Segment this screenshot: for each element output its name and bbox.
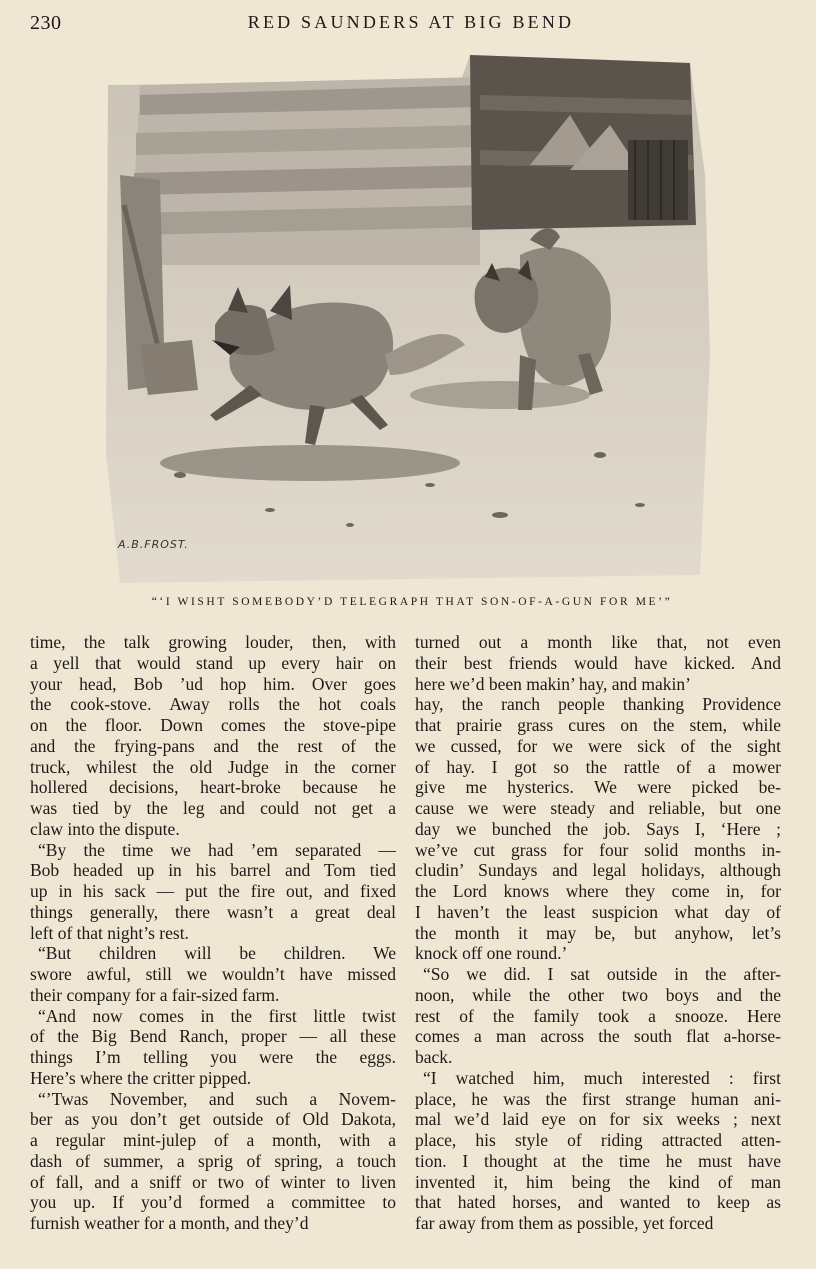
text-line: we’ve cut grass for four solid months in-: [415, 839, 781, 860]
text-line: a yell that would stand up every hair on: [30, 652, 396, 673]
text-line: a regular mint-julep of a month, with a: [30, 1130, 396, 1150]
text-line: we cussed, for we were sick of the sight: [415, 735, 781, 756]
text-line: that prairie grass cures on the stem, while: [415, 715, 781, 735]
running-title: RED SAUNDERS AT BIG BEND: [247, 12, 575, 32]
right-text-column: [415, 632, 781, 1234]
text-line: hay, the ranch people thanking Providence: [415, 694, 781, 715]
text-line: things generally, there wasn’t a great deal: [30, 901, 396, 922]
text-line: “So we did. I sat outside in the after-: [423, 964, 781, 984]
text-line: give me hysterics. We were picked be-: [415, 777, 781, 798]
text-line: their company for a fair-sized farm.: [30, 984, 280, 1005]
illustration: [100, 55, 714, 585]
text-line: noon, while the other two boys and the: [415, 984, 781, 1005]
text-line: tion. I thought at the time he must have: [415, 1150, 781, 1171]
text-line: rest of the family took a snooze. Here: [415, 1005, 781, 1026]
text-line: cause we were steady and reliable, but one: [415, 798, 781, 818]
text-line: far away from them as possible, yet forced: [415, 1213, 714, 1233]
text-line: comes a man across the south flat a-horse-: [415, 1026, 781, 1047]
text-line: I haven’t the least suspicion what day of: [415, 901, 781, 922]
text-line: back.: [415, 1047, 453, 1067]
illustration-caption: “‘I WISHT SOMEBODY’D TELEGRAPH THAT SON-OF-A-GUN FOR ME’”: [151, 596, 673, 608]
text-line: time, the talk growing louder, then, with: [30, 632, 396, 652]
text-line: “By the time we had ’em separated —: [38, 839, 396, 860]
text-line: “I watched him, much interested : first: [423, 1067, 781, 1088]
text-line: your head, Bob ’ud hop him. Over goes: [30, 673, 396, 694]
text-line: of the Big Bend Ranch, proper — all these: [30, 1026, 396, 1047]
text-line: claw into the dispute.: [30, 818, 180, 839]
text-line: hollered decisions, heart-broke because he: [30, 777, 396, 798]
fox-and-lynx-drawing: [100, 55, 714, 585]
text-line: truck, whilest the old Judge in the corner: [30, 756, 396, 777]
text-line: swore awful, still we wouldn’t have missed: [30, 964, 396, 984]
text-line: place, he was the first strange human ani-: [415, 1088, 781, 1109]
text-line: the cook-stove. Away rolls the hot coals: [30, 694, 396, 715]
page-number: 230: [30, 12, 62, 34]
text-line: things I’m telling you were the eggs.: [30, 1047, 396, 1067]
text-line: Bob headed up in his barrel and Tom tied: [30, 860, 396, 881]
text-line: knock off one round.’: [415, 943, 568, 964]
text-line: turned out a month like that, not even: [415, 632, 781, 652]
text-line: mal we’d laid eye on for six weeks ; next: [415, 1109, 781, 1130]
text-line: “’Twas November, and such a Novem-: [38, 1088, 396, 1109]
text-line: their best friends would have kicked. And: [415, 652, 781, 673]
text-line: cludin’ Sundays and legal holidays, although: [415, 860, 781, 881]
left-text-column: [30, 632, 396, 1234]
text-line: on the floor. Down comes the stove-pipe: [30, 715, 396, 735]
text-line: Here’s where the critter pipped.: [30, 1067, 252, 1088]
text-line: “But children will be children. We: [38, 943, 396, 964]
text-line: invented it, him being the kind of man: [415, 1171, 781, 1192]
text-line: dash of summer, a sprig of spring, a touch: [30, 1150, 396, 1171]
text-line: the Lord knows where they come in, for: [415, 881, 781, 901]
text-line: that hated horses, and wanted to keep as: [415, 1192, 781, 1213]
text-line: you up. If you’d formed a committee to: [30, 1192, 396, 1213]
text-line: and the frying-pans and the rest of the: [30, 735, 396, 756]
text-line: up in his sack — put the fire out, and fixed: [30, 881, 396, 901]
text-line: the month it may be, but anyhow, let’s: [415, 922, 781, 943]
text-line: here we’d been makin’ hay, and makin’: [415, 673, 691, 694]
text-line: furnish weather for a month, and they’d: [30, 1213, 309, 1233]
shed: [470, 55, 696, 230]
artist-signature: A.B.FROST.: [118, 538, 189, 551]
text-line: of hay. I got so the rattle of a mower: [415, 756, 781, 777]
text-line: “And now comes in the first little twist: [38, 1005, 396, 1026]
text-line: of fall, and a sniff or two of winter to liven: [30, 1171, 396, 1192]
text-line: was tied by the leg and could not get a: [30, 798, 396, 818]
text-line: ber as you don’t get outside of Old Dakota,: [30, 1109, 396, 1130]
text-line: day we bunched the job. Says I, ‘Here ;: [415, 818, 781, 839]
text-line: place, his style of riding attracted atten-: [415, 1130, 781, 1150]
text-line: left of that night’s rest.: [30, 922, 189, 943]
